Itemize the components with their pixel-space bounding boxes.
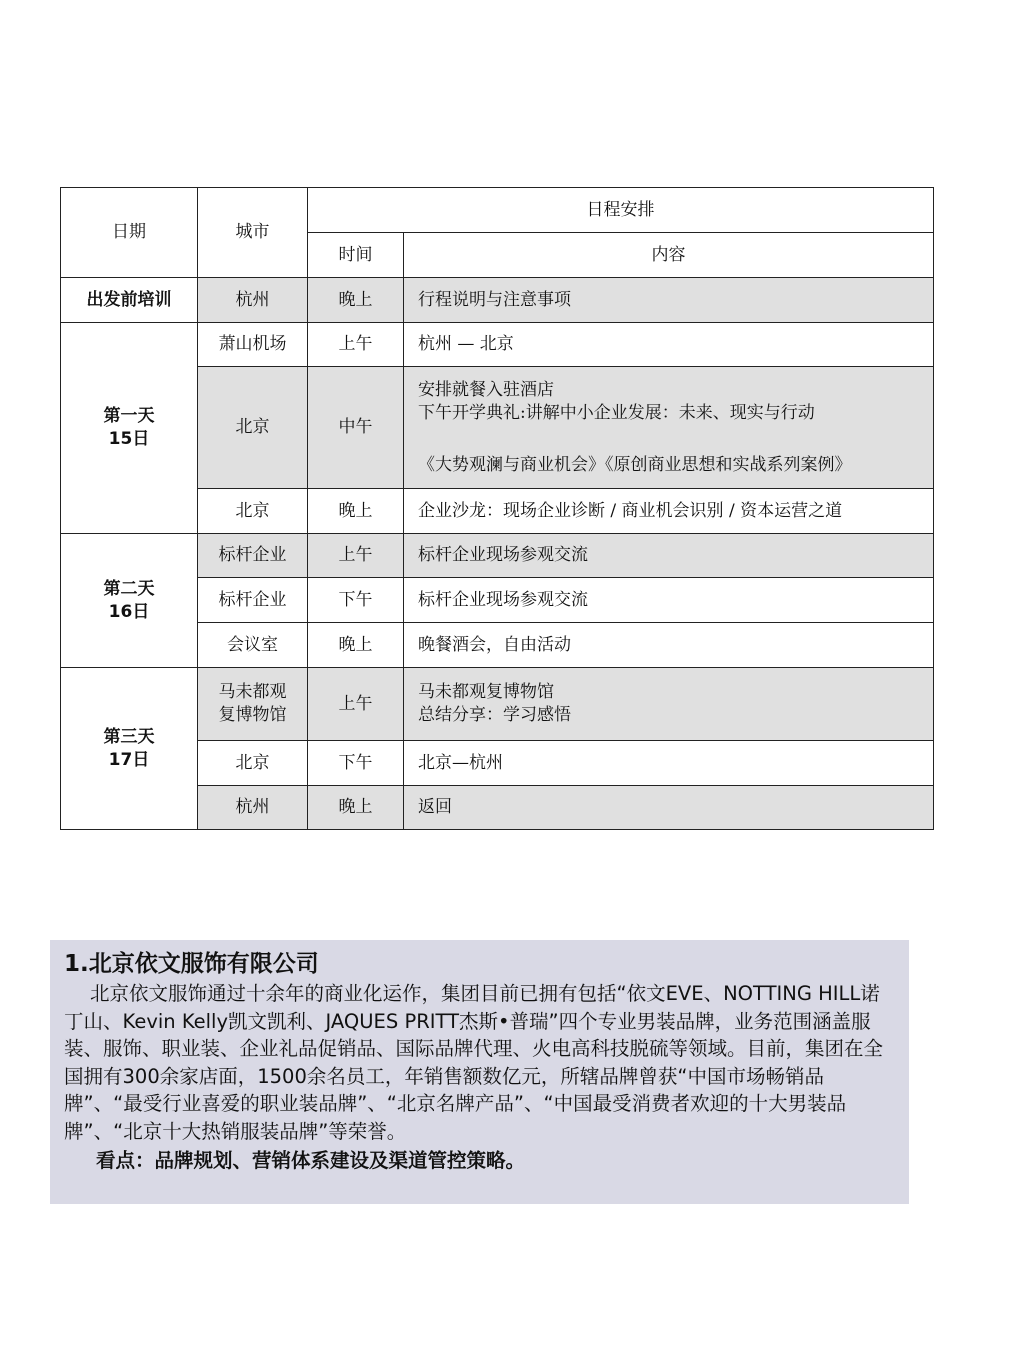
schedule-table (60, 187, 934, 830)
content-line: 总结分享：学习感悟 (418, 705, 571, 725)
row-city: 北京 (198, 741, 308, 786)
row-content: 杭州 — 北京 (404, 323, 934, 367)
row-time: 晚上 (308, 623, 404, 668)
header-content: 内容 (404, 233, 934, 278)
day3-cell (61, 668, 198, 830)
row-time: 下午 (308, 578, 404, 623)
row-content: 企业沙龙：现场企业诊断 / 商业机会识别 / 资本运营之道 (404, 489, 934, 534)
row-city (198, 668, 308, 741)
row-city: 萧山机场 (198, 323, 308, 367)
row-time: 晚上 (308, 489, 404, 534)
row-city: 北京 (198, 489, 308, 534)
pretrain-time: 晚上 (308, 278, 404, 323)
row-content: 晚餐酒会，自由活动 (404, 623, 934, 668)
content-line: 《大势观澜与商业机会》《原创商业思想和实战系列案例》 (418, 454, 852, 475)
content-line: 安排就餐入驻酒店 (418, 379, 554, 400)
table-row (61, 668, 934, 741)
company-description: 北京依文服饰通过十余年的商业化运作，集团目前已拥有包括“依文EVE、NOTTING HILL诺丁山、Kevin Kelly凯文凯利、JAQUES PRITT杰斯•普瑞”四个专业男装品牌，业务范围涵盖服装、服饰、职业装、企业礼品促销品、国际品牌代理、火电高科技脱硫等领域。目前，集团在全国拥有300余家店面，1500余名员工，年销售额数亿元，所辖品牌曾获“中国市场畅销品牌”、“最受行业喜爱的职业装品牌”、“北京名牌产品”、“中国最受消费者欢迎的十大男装品牌”、“北京十大热销服装品牌”等荣誉。 (64, 982, 884, 1143)
header-city: 城市 (198, 188, 308, 278)
city-line: 马未都观 (218, 682, 287, 702)
row-time: 上午 (308, 534, 404, 578)
pretrain-content: 行程说明与注意事项 (404, 278, 934, 323)
content-line: 马未都观复博物馆 (418, 682, 554, 702)
row-content (404, 668, 934, 741)
row-time: 晚上 (308, 786, 404, 830)
row-city: 标杆企业 (198, 534, 308, 578)
row-content (404, 367, 934, 489)
header-date: 日期 (61, 188, 198, 278)
day1-date: 15日 (108, 429, 150, 449)
header-time: 时间 (308, 233, 404, 278)
city-line: 复博物馆 (218, 705, 287, 725)
day1-label: 第一天 (103, 406, 155, 426)
table-row (61, 278, 934, 323)
table-row (61, 534, 934, 578)
row-time: 中午 (308, 367, 404, 489)
day2-cell (61, 534, 198, 668)
day2-date: 16日 (108, 601, 150, 622)
table-row (61, 323, 934, 367)
row-time: 下午 (308, 741, 404, 786)
row-content: 标杆企业现场参观交流 (404, 534, 934, 578)
day1-cell (61, 323, 198, 534)
row-city: 会议室 (198, 623, 308, 668)
row-city: 标杆企业 (198, 578, 308, 623)
content-line: 下午开学典礼:讲解中小企业发展：未来、现实与行动 (418, 402, 815, 423)
company-title: 1.北京依文服饰有限公司 (64, 951, 319, 977)
row-time: 上午 (308, 668, 404, 741)
row-city: 杭州 (198, 786, 308, 830)
row-content: 北京—杭州 (404, 741, 934, 786)
pretrain-city: 杭州 (198, 278, 308, 323)
company-intro-box (50, 940, 909, 1204)
row-city: 北京 (198, 367, 308, 489)
row-time: 上午 (308, 323, 404, 367)
day3-label: 第三天 (103, 726, 155, 747)
day3-date: 17日 (108, 749, 150, 770)
header-plan: 日程安排 (308, 188, 934, 233)
pretrain-date: 出发前培训 (61, 278, 198, 323)
row-content: 标杆企业现场参观交流 (404, 578, 934, 623)
company-highlight: 看点：品牌规划、营销体系建设及渠道管控策略。 (96, 1149, 526, 1172)
day2-label: 第二天 (103, 578, 155, 599)
row-content: 返回 (404, 786, 934, 830)
